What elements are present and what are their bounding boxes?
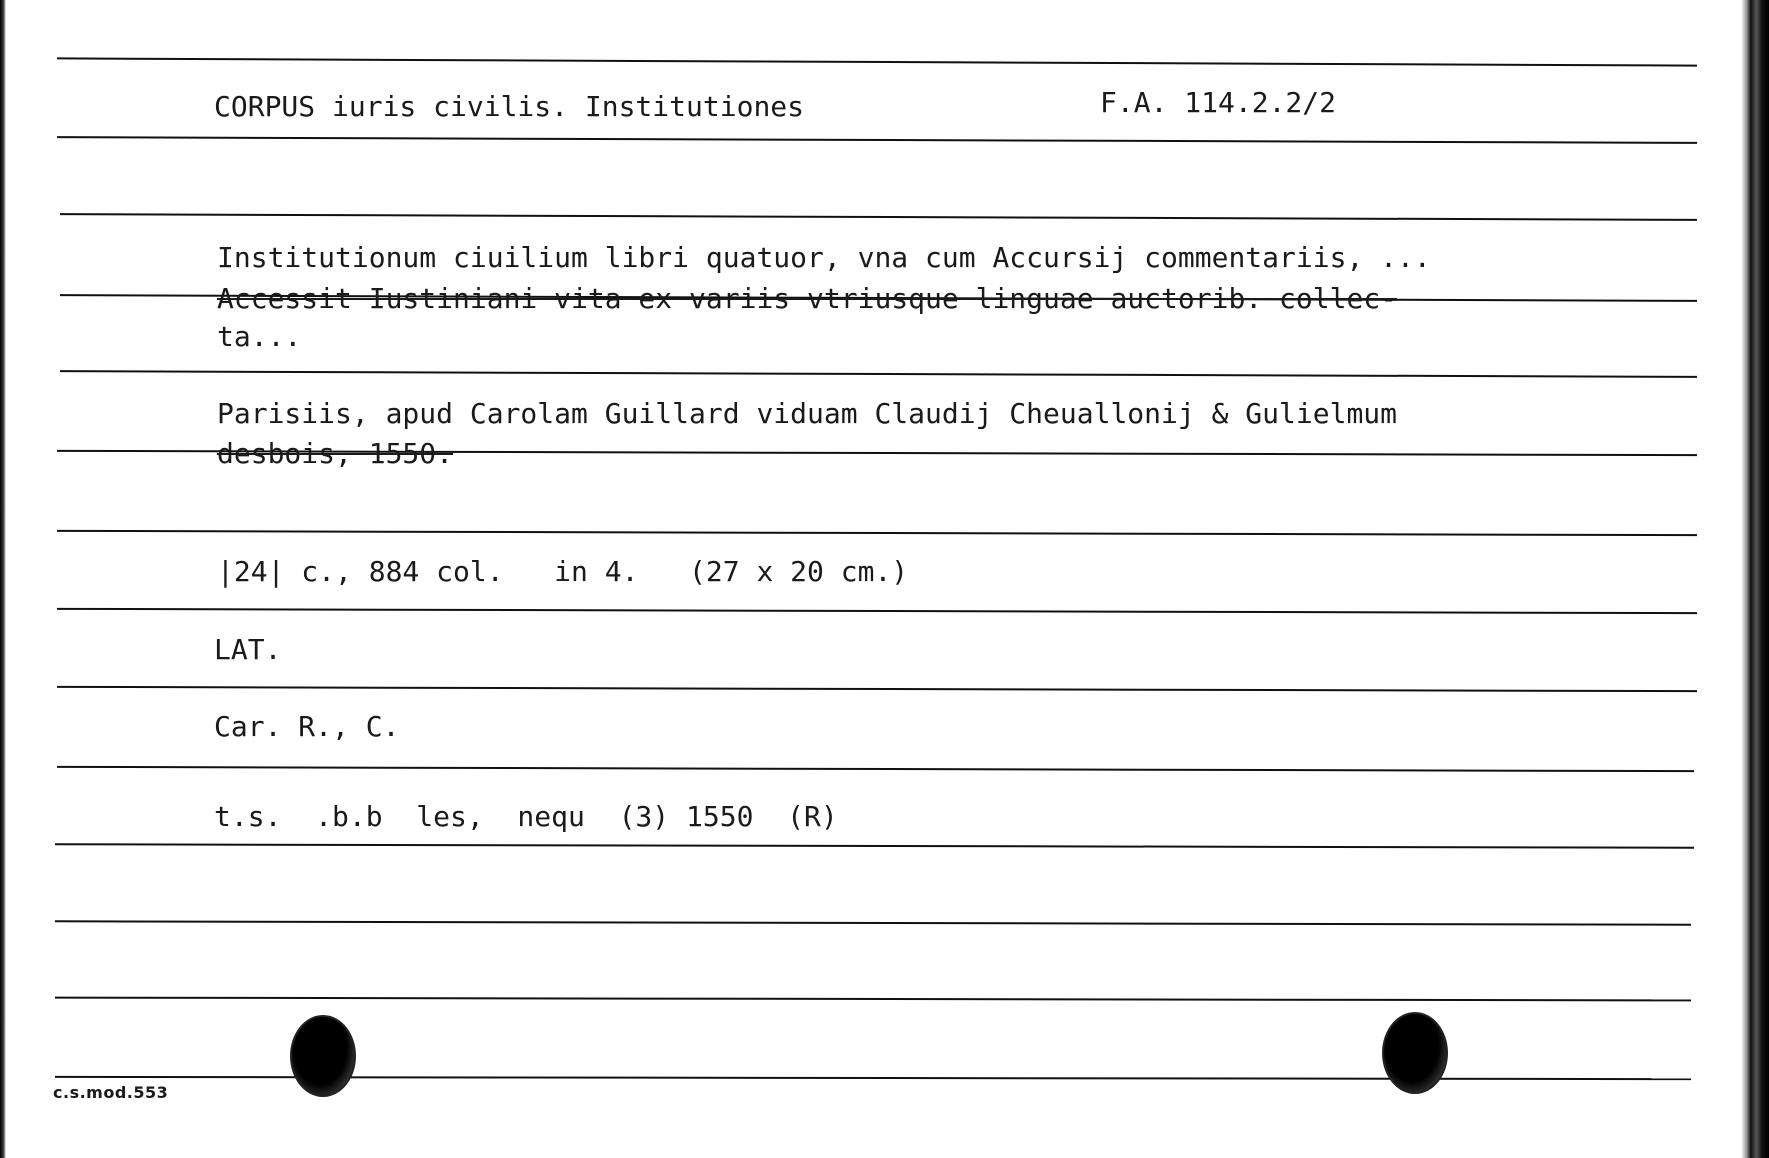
main-entry-heading: CORPUS iuris civilis. Institutiones	[214, 90, 805, 123]
notes: Car. R., C.	[214, 710, 400, 743]
ruled-line	[57, 686, 1697, 692]
punch-hole-right	[1382, 1012, 1448, 1094]
ruled-line	[57, 57, 1697, 66]
card-right-edge	[1741, 0, 1769, 1158]
ruled-line	[60, 213, 1697, 221]
ruled-line	[57, 608, 1697, 614]
card-left-edge	[0, 0, 6, 1158]
ruled-line	[57, 766, 1694, 772]
title-line-2: Accessit Iustiniani vita ex variis vtriusque linguae auctorib. collec-	[217, 282, 1398, 315]
fingerprint: t.s. .b.b les, nequ (3) 1550 (R)	[214, 800, 838, 833]
ruled-line	[55, 843, 1694, 848]
imprint-line-2: desbois, 1550.	[217, 437, 454, 470]
ruled-line	[55, 920, 1691, 925]
imprint-line-1: Parisiis, apud Carolam Guillard viduam Claudij Cheuallonij & Gulielmum	[217, 397, 1398, 430]
ruled-line	[60, 370, 1697, 378]
title-line-1: Institutionum ciuilium libri quatuor, vna cum Accursij commentariis, ...	[217, 241, 1431, 274]
shelfmark: F.A. 114.2.2/2	[1100, 86, 1337, 119]
ruled-line	[57, 136, 1697, 144]
punch-hole-left	[290, 1015, 356, 1097]
collation: |24| c., 884 col. in 4. (27 x 20 cm.)	[217, 555, 909, 588]
ruled-line	[57, 530, 1697, 536]
language: LAT.	[214, 633, 282, 666]
title-line-3: ta...	[217, 320, 302, 353]
ruled-line	[55, 997, 1691, 1002]
form-code: c.s.mod.553	[53, 1083, 169, 1102]
